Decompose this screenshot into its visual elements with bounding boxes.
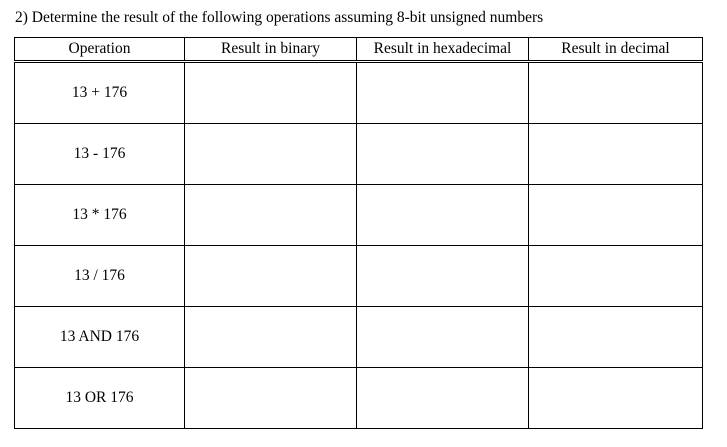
binary-answer-cell[interactable] [185, 307, 357, 368]
hex-answer-cell[interactable] [357, 185, 529, 246]
question-text: 2) Determine the result of the following operations assuming 8-bit unsigned numbers [15, 9, 544, 26]
operation-cell: 13 - 176 [15, 124, 185, 185]
hex-answer-cell[interactable] [357, 246, 529, 307]
binary-answer-cell[interactable] [185, 124, 357, 185]
table-row [15, 62, 703, 124]
decimal-answer-cell[interactable] [529, 368, 703, 429]
binary-answer-cell[interactable] [185, 368, 357, 429]
header-operation: Operation [15, 38, 185, 62]
table-row [15, 246, 703, 307]
decimal-answer-cell[interactable] [529, 307, 703, 368]
hex-answer-cell[interactable] [357, 124, 529, 185]
operation-cell: 13 AND 176 [15, 307, 185, 368]
decimal-answer-cell[interactable] [529, 62, 703, 124]
header-result-binary: Result in binary [185, 38, 357, 62]
binary-answer-cell[interactable] [185, 246, 357, 307]
binary-answer-cell[interactable] [185, 185, 357, 246]
operation-cell: 13 * 176 [15, 185, 185, 246]
binary-answer-cell[interactable] [185, 62, 357, 124]
operation-cell: 13 + 176 [15, 62, 185, 124]
header-result-decimal: Result in decimal [529, 38, 703, 62]
table-row [15, 124, 703, 185]
hex-answer-cell[interactable] [357, 368, 529, 429]
decimal-answer-cell[interactable] [529, 124, 703, 185]
hex-answer-cell[interactable] [357, 62, 529, 124]
table-row [15, 368, 703, 429]
table-header-row [15, 38, 703, 62]
decimal-answer-cell[interactable] [529, 185, 703, 246]
table-row [15, 185, 703, 246]
decimal-answer-cell[interactable] [529, 246, 703, 307]
operation-cell: 13 / 176 [15, 246, 185, 307]
operations-table [14, 37, 703, 429]
header-result-hexadecimal: Result in hexadecimal [357, 38, 529, 62]
table-row [15, 307, 703, 368]
hex-answer-cell[interactable] [357, 307, 529, 368]
operation-cell: 13 OR 176 [15, 368, 185, 429]
